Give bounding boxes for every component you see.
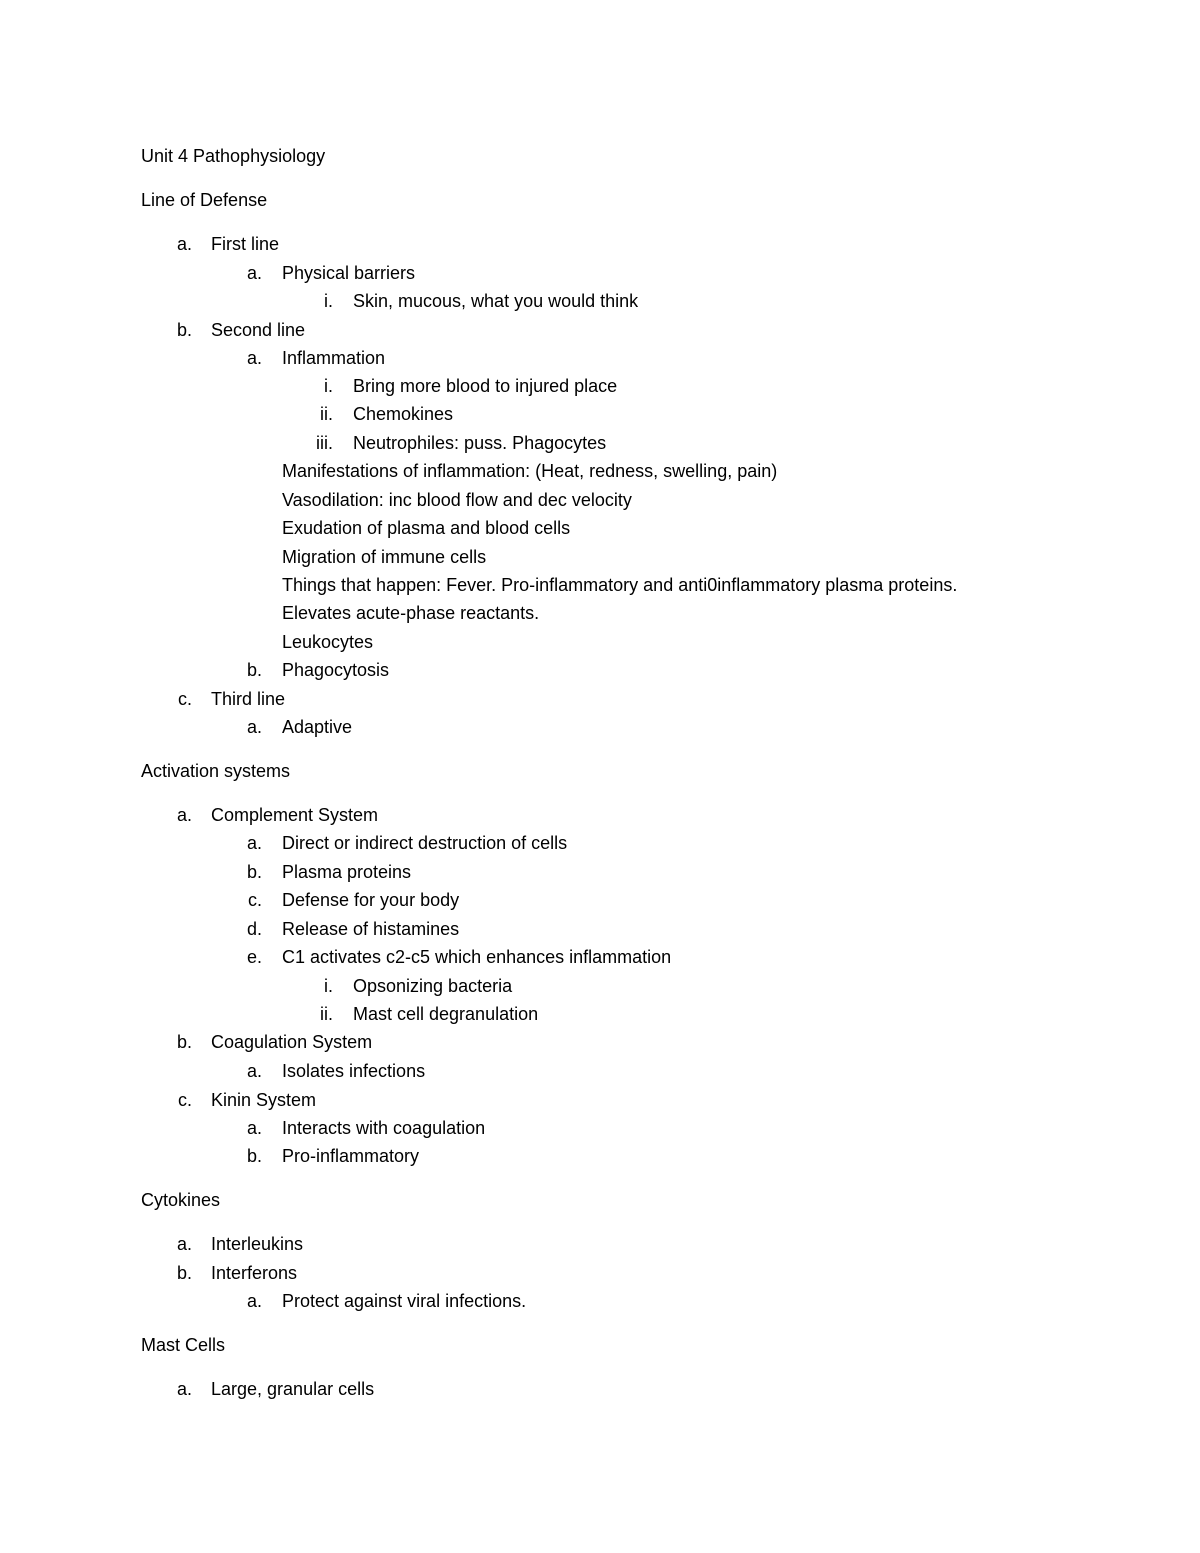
list-item: Direct or indirect destruction of cells [282,833,568,853]
list-note: Things that happen: Fever. Pro-inflammatory and anti0inflammatory plasma proteins. [282,575,958,595]
list-marker: c. [177,689,192,709]
document-title: Unit 4 Pathophysiology [141,146,326,166]
list-marker: a. [246,833,262,853]
list-marker: d. [246,919,262,939]
list-marker: a. [246,263,262,283]
list-marker: b. [176,320,192,340]
list-item: Defense for your body [282,890,460,910]
list-item: Bring more blood to injured place [353,376,618,396]
list-item: Large, granular cells [211,1379,375,1399]
list-item: Interleukins [211,1234,304,1254]
list-item: Protect against viral infections. [282,1291,527,1311]
list-item: Second line [211,320,306,340]
list-item: Kinin System [211,1090,317,1110]
list-item: Interacts with coagulation [282,1118,486,1138]
list-marker: i. [324,376,333,396]
list-marker: a. [246,1291,262,1311]
list-item: Opsonizing bacteria [353,976,513,996]
list-marker: c. [247,890,262,910]
list-marker: a. [176,1379,192,1399]
list-marker: b. [176,1032,192,1052]
list-marker: b. [246,862,262,882]
list-item: Mast cell degranulation [353,1004,539,1024]
list-marker: b. [176,1263,192,1283]
list-marker: b. [246,1146,262,1166]
list-item: Physical barriers [282,263,416,283]
list-item: Chemokines [353,404,454,424]
list-marker: i. [324,291,333,311]
list-marker: a. [246,1118,262,1138]
list-marker: a. [176,234,192,254]
section-heading: Line of Defense [141,190,268,210]
list-item: Release of histamines [282,919,460,939]
section-heading: Mast Cells [141,1335,226,1355]
list-item: Third line [211,689,286,709]
list-note: Vasodilation: inc blood flow and dec velocity [282,490,632,510]
list-note: Migration of immune cells [282,547,487,567]
list-item: Phagocytosis [282,660,390,680]
list-marker: iii. [316,433,333,453]
list-note: Leukocytes [282,632,374,652]
list-note: Exudation of plasma and blood cells [282,518,571,538]
list-note: Elevates acute-phase reactants. [282,603,540,623]
list-item: Pro-inflammatory [282,1146,420,1166]
list-marker: e. [246,947,262,967]
list-marker: ii. [320,1004,333,1024]
list-note: Manifestations of inflammation: (Heat, redness, swelling, pain) [282,461,778,481]
list-marker: a. [246,1061,262,1081]
list-item: Adaptive [282,717,353,737]
section-heading: Activation systems [141,761,291,781]
list-marker: b. [246,660,262,680]
section-heading: Cytokines [141,1190,221,1210]
list-marker: a. [246,348,262,368]
list-item: C1 activates c2-c5 which enhances inflammation [282,947,672,967]
list-item: First line [211,234,280,254]
list-marker: a. [176,1234,192,1254]
list-item: Plasma proteins [282,862,412,882]
list-item: Interferons [211,1263,298,1283]
list-item: Complement System [211,805,379,825]
list-item: Isolates infections [282,1061,426,1081]
list-item: Coagulation System [211,1032,373,1052]
list-marker: i. [324,976,333,996]
list-item: Skin, mucous, what you would think [353,291,639,311]
list-marker: ii. [320,404,333,424]
list-marker: a. [246,717,262,737]
list-marker: a. [176,805,192,825]
list-marker: c. [177,1090,192,1110]
list-item: Neutrophiles: puss. Phagocytes [353,433,607,453]
list-item: Inflammation [282,348,386,368]
